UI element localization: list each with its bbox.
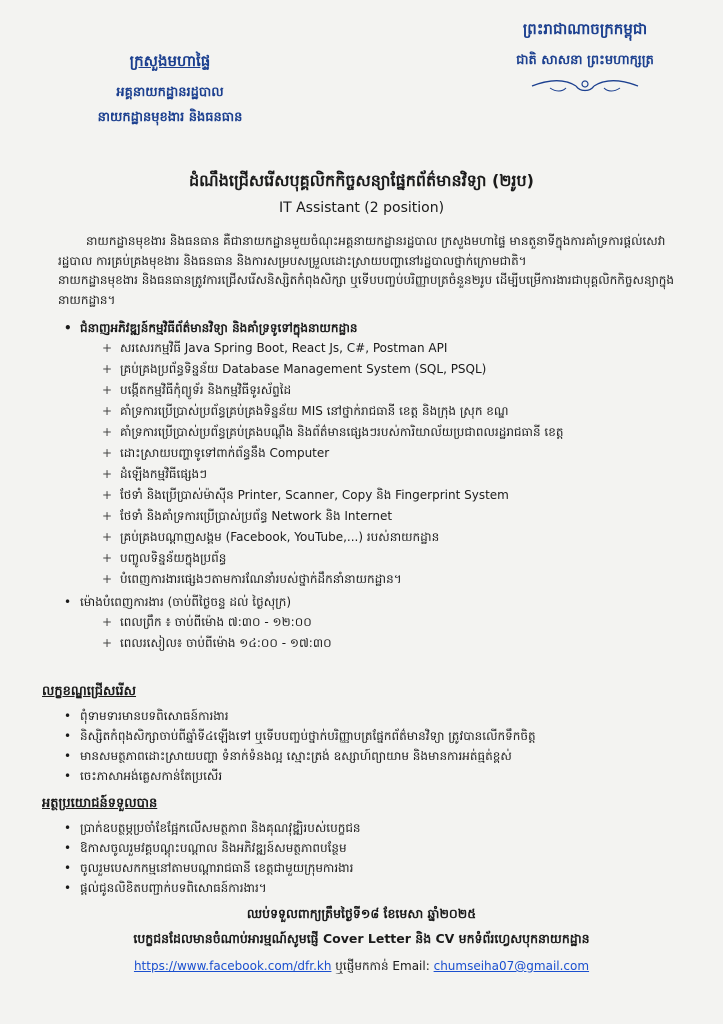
national-motto: ជាតិ សាសនា ព្រះមហាក្សត្រ [516, 53, 654, 68]
duty-item: + ថែទាំ និងប្រើប្រាស់ម៉ាស៊ីន Printer, Scanner, Copy និង Fingerprint System [102, 488, 509, 502]
duties-heading: • ជំនាញអភិវឌ្ឍន៍កម្មវិធីព័ត៌មានវិទ្យា និងគាំទ្រទូទៅក្នុងនាយកដ្ឋាន [64, 321, 358, 335]
benefit-item: • ចូលរួមបេសកកម្មនៅតាមបណ្តារាជធានី ខេត្តជាមួយក្រុមការងារ [64, 861, 354, 875]
duty-item: + បំពេញការងារផ្សេងៗតាមការណែនាំរបស់ថ្នាក់ដឹកនាំនាយកដ្ឋាន។ [102, 572, 402, 586]
email-link[interactable]: chumseiha07@gmail.com [433, 959, 590, 973]
intro-paragraph: នាយកដ្ឋានមុខងារ និងធនធាន គឺជានាយកដ្ឋានមួយចំណុះអគ្គនាយកដ្ឋានរដ្ឋបាល ក្រសួងមហាផ្ទៃ មានតួនាទីក្នុងការគាំទ្រការផ្តល់សេវារដ្ឋបាល ការគ្រប់គ្រងមុខងារ និងធនធាន និងការសម្របសម្រួលដោះស្រាយបញ្ហានៅរដ្ឋបាលថ្នាក់ក្រោមជាតិ។ [58, 234, 666, 268]
duty-item: + សរសេរកម្មវិធី Java Spring Boot, React Js, C#, Postman API [102, 341, 448, 355]
facebook-link[interactable]: https://www.facebook.com/dfr.kh [133, 959, 332, 973]
kingdom-name: ព្រះរាជាណាចក្រកម្ពុជា [522, 20, 648, 38]
duty-item: + គ្រប់គ្រងប្រព័ន្ធទិន្នន័យ Database Management System (SQL, PSQL) [102, 362, 487, 376]
duty-item: + បញ្ចូលទិន្នន័យក្នុងប្រព័ន្ធ [102, 551, 227, 565]
benefit-item: • ប្រាក់ឧបត្ថម្ភប្រចាំខែផ្អែកលើសមត្ថភាព និងគុណវុឌ្ឍិរបស់បេក្ខជន [64, 821, 361, 835]
intro-text [58, 232, 688, 310]
qualification-item: • និស្សិតកំពុងសិក្សាចាប់ពីឆ្នាំទី៤ឡើងទៅ ឬទើបបញ្ចប់ថ្នាក់បរិញ្ញាបត្រផ្នែកព័ត៌មានវិទ្យា ត្រូវបានលើកទឹកចិត្ត [64, 729, 536, 743]
duties-section [62, 318, 682, 654]
benefits-list [62, 818, 682, 898]
benefit-item: • ផ្តល់ជូនលិខិតបញ្ជាក់បទពិសោធន៍ការងារ។ [64, 881, 267, 895]
benefits-heading: អត្ថប្រយោជន៍ទទួលបាន [42, 796, 158, 811]
hours-heading: • ម៉ោងបំពេញការងារ (ចាប់ពីថ្ងៃចន្ទ ដល់ ថ្ងៃសុក្រ) [64, 595, 292, 609]
duty-item: + ដំឡើងកម្មវិធីផ្សេងៗ [102, 467, 208, 481]
position-subtitle: IT Assistant (2 position) [278, 200, 445, 216]
kingdom-header [475, 20, 695, 95]
qualifications-list [62, 706, 682, 786]
ornament-divider-icon [530, 77, 640, 95]
intro-paragraph: នាយកដ្ឋានមុខងារ និងធនធានត្រូវការជ្រើសរើសនិស្សិតកំពុងសិក្សា ឬទើបបញ្ចប់បរិញ្ញាបត្រចំនួន២រូប ដើម្បីបម្រើការងារជាបុគ្គលិកកិច្ចសន្យាក្នុងនាយកដ្ឋាន។ [58, 273, 675, 307]
hours-morning: + ពេលព្រឹក ៖ ចាប់ពីម៉ោង ៧:៣០ - ១២:០០ [102, 615, 312, 629]
qualification-item: • ពុំទាមទារមានបទពិសោធន៍ការងារ [64, 709, 229, 723]
qualifications-heading: លក្ខខណ្ឌជ្រើសរើស [42, 684, 137, 699]
qualification-item: • មានសមត្ថភាពដោះស្រាយបញ្ហា ទំនាក់ទំនងល្អ ស្មោះត្រង់ ឧស្សាហ៍ព្យាយាម និងមានការអត់ធ្មត់ខ្ពស់ [64, 749, 512, 763]
deadline-text: ឈប់ទទួលពាក្យត្រឹមថ្ងៃទី១៨ ខែមេសា ឆ្នាំ២០២៥ [246, 906, 477, 921]
qualification-item: • ចេះភាសាអង់គ្លេសកាន់តែប្រសើរ [64, 769, 223, 783]
ministry-name: ក្រសួងមហាផ្ទៃ [129, 52, 211, 70]
duty-item: + គាំទ្រការប្រើប្រាស់ប្រព័ន្ធគ្រប់គ្រងទិន្នន័យ MIS នៅថ្នាក់រាជធានី ខេត្ត និងក្រុង ស្រុក ខណ្ឌ [102, 404, 509, 418]
duty-item: + ដោះស្រាយបញ្ហាទូទៅពាក់ព័ន្ធនឹង Computer [102, 446, 330, 460]
or-send-text: ឬផ្ញើមកកាន់ Email: [335, 959, 430, 973]
apply-instructions: បេក្ខជនដែលមានចំណាប់អារម្មណ៍សូមផ្ញើ Cover Letter និង CV មកទំព័រហ្វេសបុកនាយកដ្ឋាន [133, 931, 590, 946]
hours-afternoon: + ពេលរសៀល៖ ចាប់ពីម៉ោង ១៤:០០ - ១៧:៣០ [102, 636, 332, 650]
contact-links [40, 958, 683, 976]
duty-item: + បង្កើតកម្មវិធីកុំព្យូទ័រ និងកម្មវិធីទូរស័ព្ទដៃ [102, 383, 292, 397]
duty-item: + គាំទ្រការប្រើប្រាស់ប្រព័ន្ធគ្រប់គ្រងបណ្តឹង និងព័ត៌មានផ្សេងៗរបស់ការិយាល័យប្រជាពលរដ្ឋរាជធានី ខេត្ត [102, 425, 564, 439]
duty-item: + ថែទាំ និងគាំទ្រការប្រើប្រាស់ប្រព័ន្ធ Network និង Internet [102, 509, 393, 523]
duty-item: + គ្រប់គ្រងបណ្តាញសង្គម (Facebook, YouTube,...) របស់នាយកដ្ឋាន [102, 530, 440, 544]
benefit-item: • ឱកាសចូលរួមវគ្គបណ្តុះបណ្តាល និងអភិវឌ្ឍន៍សមត្ថភាពបន្ថែម [64, 841, 347, 855]
department-name: នាយកដ្ឋានមុខងារ និងធនធាន [97, 110, 243, 125]
general-department-name: អគ្គនាយកដ្ឋានរដ្ឋបាល [116, 85, 224, 100]
ministry-header [70, 52, 270, 128]
notice-title: ដំណឹងជ្រើសរើសបុគ្គលិកកិច្ចសន្យាផ្នែកព័ត៌មានវិទ្យា (២រូប) [189, 171, 534, 190]
